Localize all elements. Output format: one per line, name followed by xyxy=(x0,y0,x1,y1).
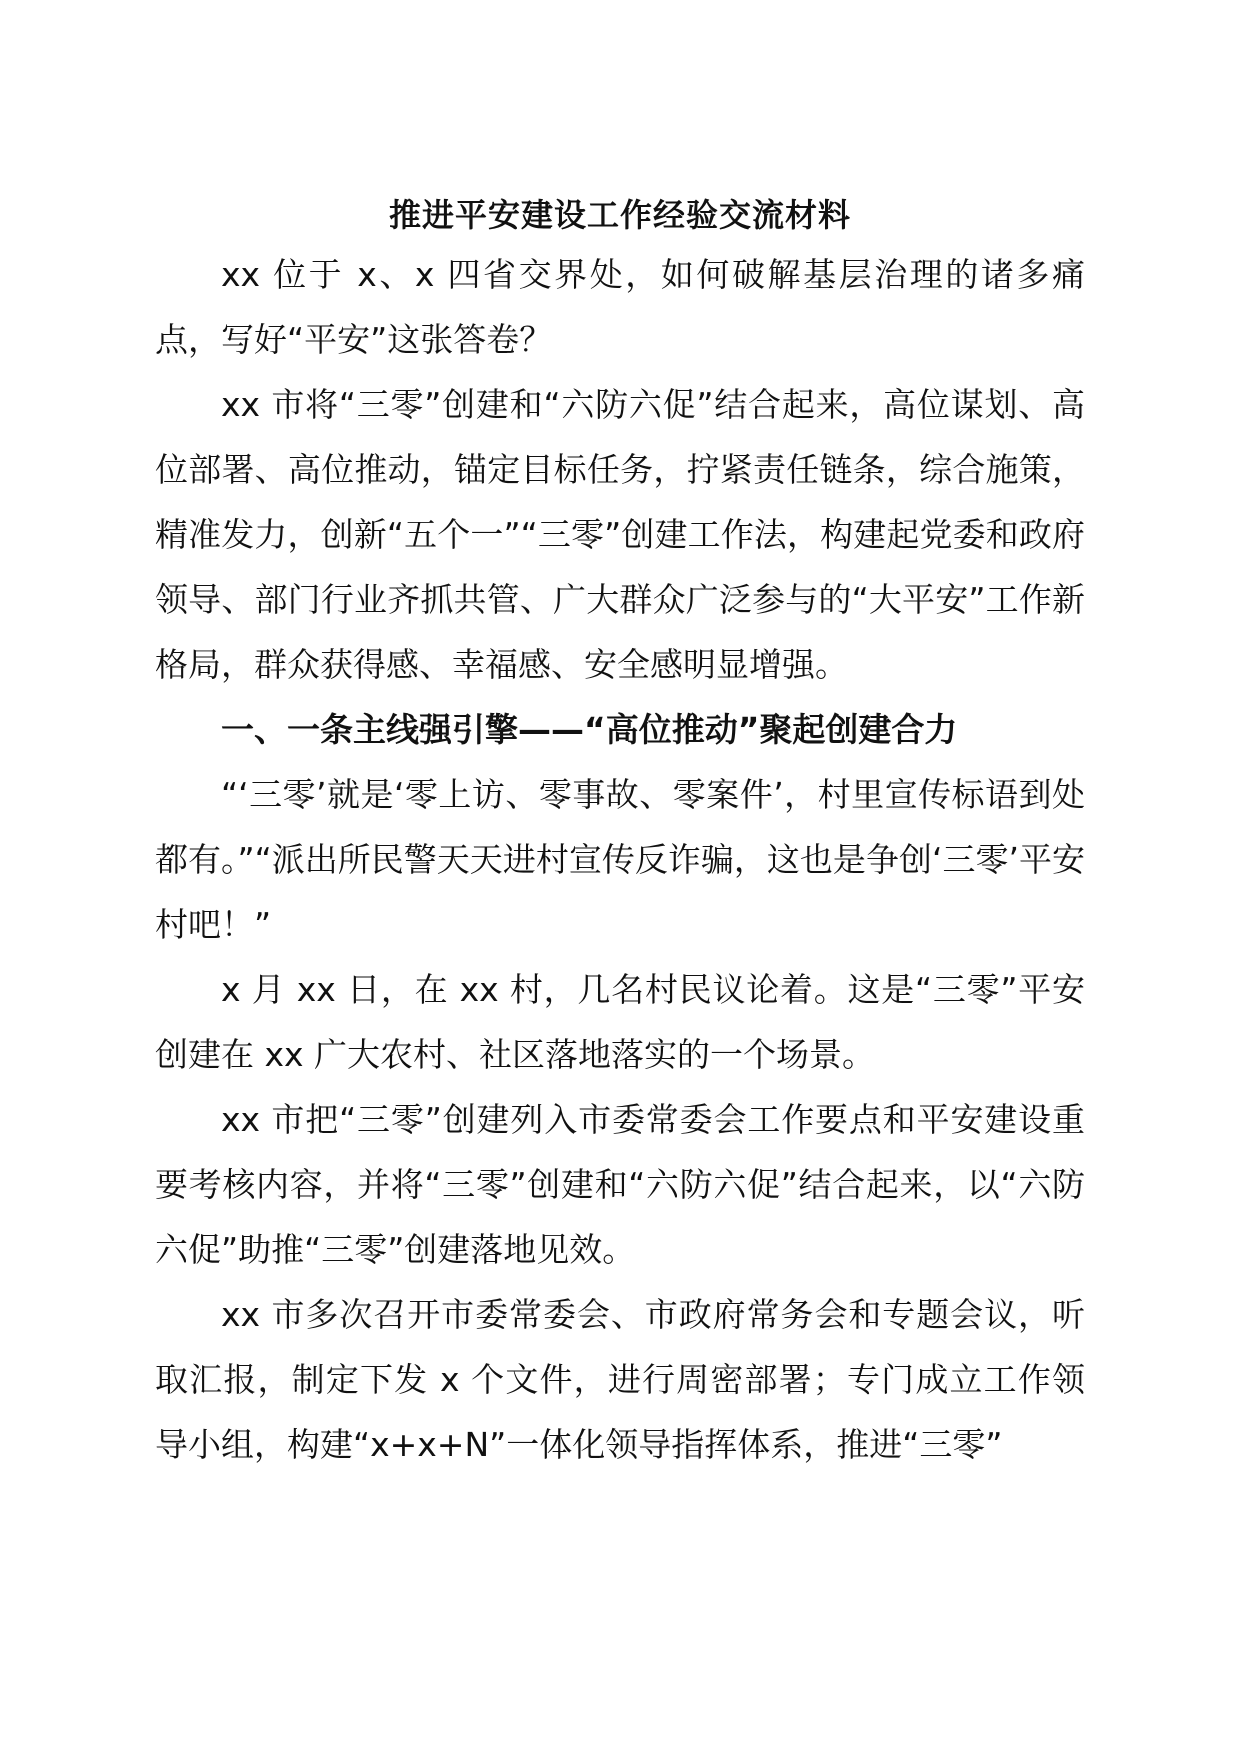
intro-paragraph-1: xx 位于 x、x 四省交界处，如何破解基层治理的诸多痛点，写好“平安”这张答卷？ xyxy=(155,255,1085,359)
section-1-paragraph-4: xx 市多次召开市委常委会、市政府常务会和专题会议，听取汇报，制定下发 x 个文件，进行周密部署；专门成立工作领导小组，构建“x+x+N”一体化领导指挥体系，推进“三零” xyxy=(155,1295,1085,1464)
section-1-paragraph-1: “‘三零’就是‘零上访、零事故、零案件’，村里宣传标语到处都有。”“派出所民警天天进村宣传反诈骗，这也是争创‘三零’平安村吧！” xyxy=(155,775,1085,944)
intro-paragraph-2: xx 市将“三零”创建和“六防六促”结合起来，高位谋划、高位部署、高位推动，锚定目标任务，拧紧责任链条，综合施策，精准发力，创新“五个一”“三零”创建工作法，构建起党委和政府领导、部门行业齐抓共管、广大群众广泛参与的“大平安”工作新格局，群众获得感、幸福感、安全感明显增强。 xyxy=(155,385,1085,684)
document-title: 推进平安建设工作经验交流材料 xyxy=(388,196,851,234)
document-body xyxy=(155,190,1085,1477)
section-1-paragraph-2: x 月 xx 日，在 xx 村，几名村民议论着。这是“三零”平安创建在 xx 广大农村、社区落地落实的一个场景。 xyxy=(155,970,1085,1074)
section-1-paragraph-3: xx 市把“三零”创建列入市委常委会工作要点和平安建设重要考核内容，并将“三零”创建和“六防六促”结合起来，以“六防六促”助推“三零”创建落地见效。 xyxy=(155,1100,1085,1269)
section-1-heading: 一、一条主线强引擎——“高位推动”聚起创建合力 xyxy=(221,710,958,749)
